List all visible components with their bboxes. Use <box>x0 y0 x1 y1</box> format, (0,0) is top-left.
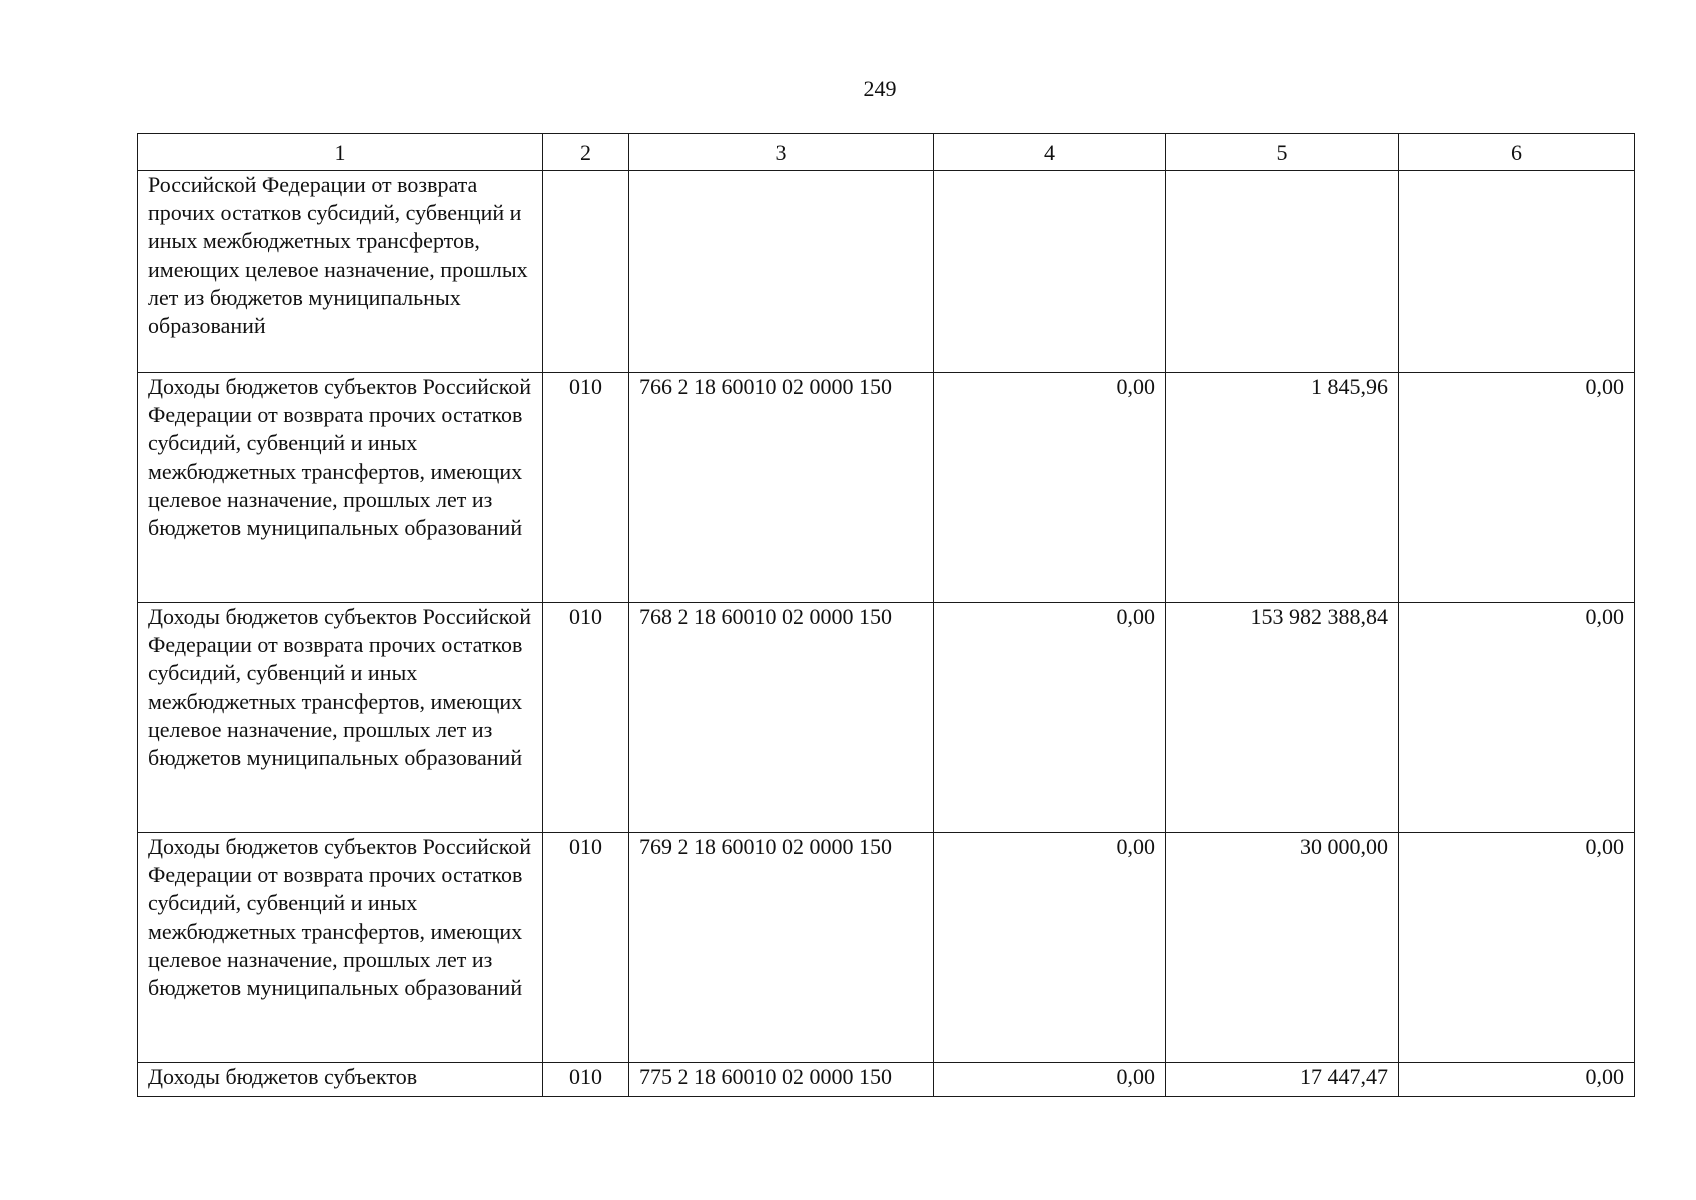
column-5-value: 153 982 388,84 <box>1166 603 1399 833</box>
revenue-name-cell: Доходы бюджетов субъектов <box>138 1063 543 1097</box>
table-row <box>138 171 1635 373</box>
revenue-name-cell: Доходы бюджетов субъектов Российской Федерации от возврата прочих остатков субсидий, субвенций и иных межбюджетных трансфертов, имеющих целевое назначение, прошлых лет из бюджетов муниципальных образований <box>138 603 543 833</box>
line-code-cell: 010 <box>543 833 629 1063</box>
column-number-3: 3 <box>629 134 934 171</box>
column-6-value: 0,00 <box>1399 1063 1635 1097</box>
table-row <box>138 373 1635 603</box>
column-number-4: 4 <box>934 134 1166 171</box>
column-6-value: 0,00 <box>1399 373 1635 603</box>
column-6-value: 0,00 <box>1399 603 1635 833</box>
budget-classification-code-cell <box>629 171 934 373</box>
column-number-6: 6 <box>1399 134 1635 171</box>
revenue-name-cell: Российской Федерации от возврата прочих остатков субсидий, субвенций и иных межбюджетных трансфертов, имеющих целевое назначение, прошлых лет из бюджетов муниципальных образований <box>138 171 543 373</box>
column-6-value: 0,00 <box>1399 833 1635 1063</box>
column-number-5: 5 <box>1166 134 1399 171</box>
table-row <box>138 833 1635 1063</box>
line-code-cell: 010 <box>543 1063 629 1097</box>
column-number-1: 1 <box>138 134 543 171</box>
budget-revenue-table <box>137 133 1635 1097</box>
column-number-2: 2 <box>543 134 629 171</box>
column-number-row <box>138 134 1635 171</box>
column-4-value: 0,00 <box>934 373 1166 603</box>
page-number: 249 <box>863 76 897 101</box>
column-5-value: 1 845,96 <box>1166 373 1399 603</box>
table-row <box>138 603 1635 833</box>
column-4-value <box>934 171 1166 373</box>
column-6-value <box>1399 171 1635 373</box>
budget-classification-code-cell: 769 2 18 60010 02 0000 150 <box>629 833 934 1063</box>
line-code-cell: 010 <box>543 373 629 603</box>
column-4-value: 0,00 <box>934 1063 1166 1097</box>
column-5-value: 30 000,00 <box>1166 833 1399 1063</box>
table-row <box>138 1063 1635 1097</box>
column-4-value: 0,00 <box>934 833 1166 1063</box>
budget-classification-code-cell: 775 2 18 60010 02 0000 150 <box>629 1063 934 1097</box>
column-5-value <box>1166 171 1399 373</box>
budget-classification-code-cell: 768 2 18 60010 02 0000 150 <box>629 603 934 833</box>
line-code-cell <box>543 171 629 373</box>
column-4-value: 0,00 <box>934 603 1166 833</box>
revenue-name-cell: Доходы бюджетов субъектов Российской Федерации от возврата прочих остатков субсидий, субвенций и иных межбюджетных трансфертов, имеющих целевое назначение, прошлых лет из бюджетов муниципальных образований <box>138 373 543 603</box>
budget-classification-code-cell: 766 2 18 60010 02 0000 150 <box>629 373 934 603</box>
revenue-name-cell: Доходы бюджетов субъектов Российской Федерации от возврата прочих остатков субсидий, субвенций и иных межбюджетных трансфертов, имеющих целевое назначение, прошлых лет из бюджетов муниципальных образований <box>138 833 543 1063</box>
line-code-cell: 010 <box>543 603 629 833</box>
column-5-value: 17 447,47 <box>1166 1063 1399 1097</box>
